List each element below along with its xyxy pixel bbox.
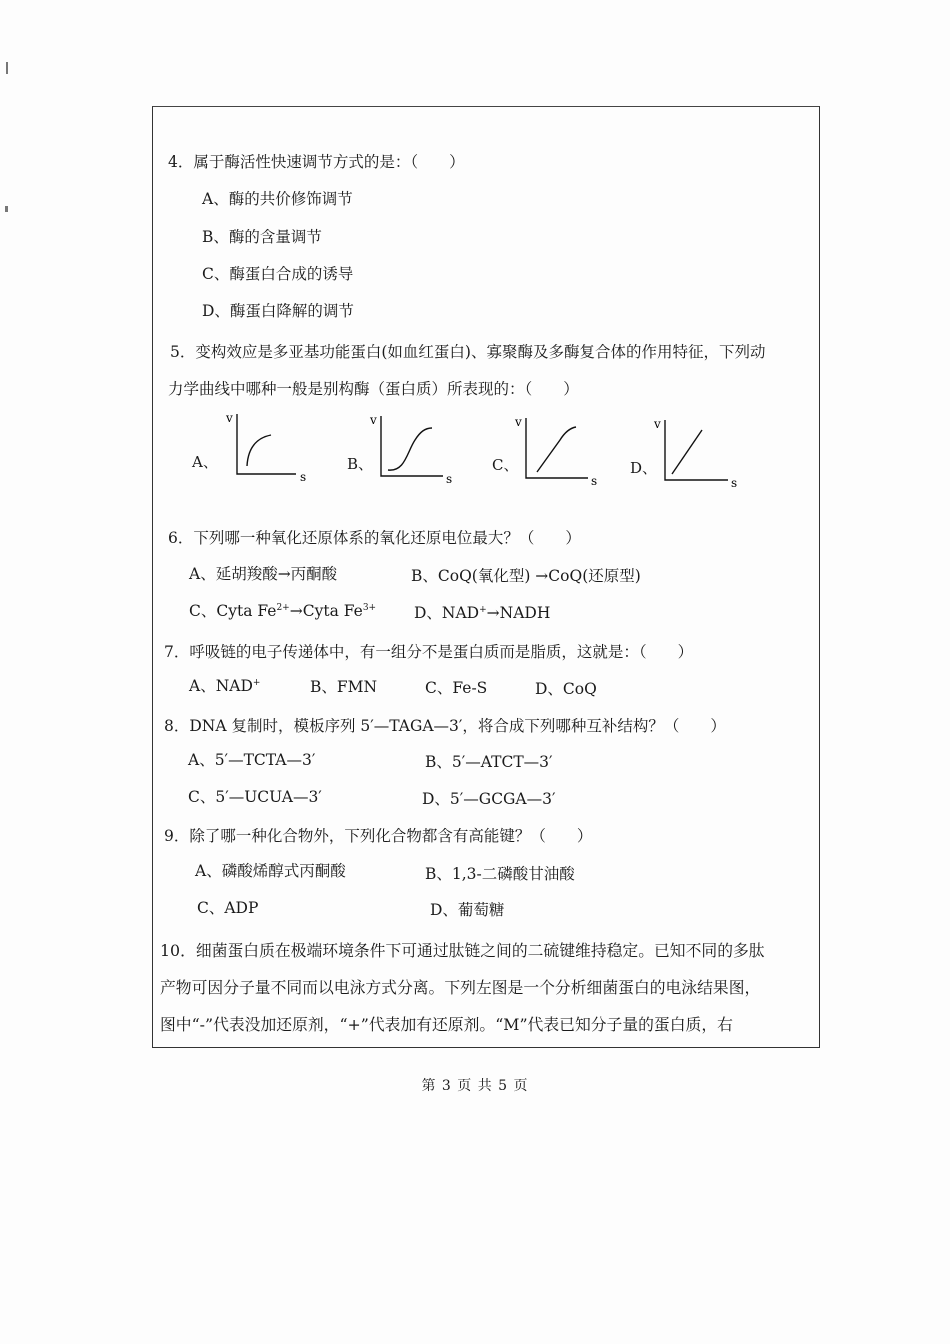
- q5-option-b-label: B、: [347, 455, 374, 473]
- q10-line3: 图中“-”代表没加还原剂，“+”代表加有还原剂。“M”代表已知分子量的蛋白质，右: [160, 1015, 733, 1034]
- axis-v-label: v: [226, 411, 233, 425]
- q8-stem: 8．DNA 复制时，模板序列 5′—TAGA—3′，将合成下列哪种互补结构？（ ）: [164, 717, 726, 735]
- q5-graph-b: [365, 410, 460, 490]
- axis-v-label: v: [515, 415, 522, 429]
- axis-v-label: v: [370, 413, 377, 427]
- q7-option-c: C、Fe-S: [425, 679, 488, 697]
- q5-option-a-label: A、: [192, 453, 218, 471]
- q6-option-b: B、CoQ(氧化型) →CoQ(还原型): [411, 567, 641, 585]
- q8-option-b: B、5′—ATCT—3′: [425, 753, 553, 771]
- q10-line2: 产物可因分子量不同而以电泳方式分离。下列左图是一个分析细菌蛋白的电泳结果图，: [160, 978, 761, 997]
- q10-line1: 10．细菌蛋白质在极端环境条件下可通过肽链之间的二硫键维持稳定。已知不同的多肽: [160, 941, 765, 960]
- q4-option-c: C、酶蛋白合成的诱导: [202, 265, 354, 283]
- q7-option-b: B、FMN: [310, 678, 378, 696]
- q9-option-b: B、1,3-二磷酸甘油酸: [425, 865, 575, 883]
- q9-option-a: A、磷酸烯醇式丙酮酸: [195, 862, 346, 880]
- axis-s-label: s: [300, 470, 307, 484]
- q5-graph-a: [222, 408, 312, 488]
- axis-s-label: s: [731, 476, 738, 490]
- q7-stem: 7．呼吸链的电子传递体中，有一组分不是蛋白质而是脂质，这就是：（ ）: [164, 643, 694, 661]
- q6-option-c: C、Cyta $Fe^{2+}\to Cyta$ $Fe^{3+}$: [189, 602, 377, 620]
- axis-s-label: s: [446, 472, 453, 486]
- q5-option-c-label: C、: [492, 456, 519, 474]
- curve-linear: [672, 430, 702, 474]
- q9-stem: 9．除了哪一种化合物外，下列化合物都含有高能键？（ ）: [164, 827, 593, 845]
- q4-option-d: D、酶蛋白降解的调节: [202, 302, 354, 320]
- q4-option-a: A、酶的共价修饰调节: [202, 190, 353, 208]
- page-footer: 第 3 页 共 5 页: [421, 1078, 529, 1094]
- q8-option-c: C、5′—UCUA—3′: [188, 788, 322, 806]
- scan-mark: [6, 62, 8, 74]
- q5-graph-d: [650, 414, 745, 494]
- curve-saturating: [537, 427, 576, 472]
- q6-option-a: A、延胡羧酸→丙酮酸: [189, 565, 338, 583]
- q4-option-b: B、酶的含量调节: [202, 228, 322, 246]
- q9-option-d: D、葡萄糖: [430, 901, 505, 919]
- q9-option-c: C、ADP: [197, 899, 259, 917]
- q5-stem-line1: 5．变构效应是多亚基功能蛋白(如血红蛋白)、寡聚酶及多酶复合体的作用特征，下列动: [170, 343, 766, 361]
- axis-v-label: v: [654, 417, 661, 431]
- q8-option-d: D、5′—GCGA—3′: [422, 790, 556, 808]
- curve-sigmoid: [388, 428, 432, 470]
- axis-s-label: s: [591, 474, 598, 488]
- q5-option-d-label: D、: [630, 459, 658, 477]
- q5-graph-c: [510, 412, 605, 492]
- axes: [526, 418, 588, 478]
- q6-option-d: D、NAD+→NADH: [414, 604, 551, 622]
- q6-stem: 6．下列哪一种氧化还原体系的氧化还原电位最大？（ ）: [168, 529, 581, 547]
- q5-stem-line2: 力学曲线中哪种一般是别构酶（蛋白质）所表现的：（ ）: [168, 380, 579, 398]
- axes: [237, 414, 296, 474]
- q7-option-d: D、CoQ: [535, 680, 597, 698]
- scan-mark: [5, 206, 8, 212]
- q7-option-a: A、NAD+: [189, 677, 261, 695]
- q4-stem: 4．属于酶活性快速调节方式的是：（ ）: [168, 153, 465, 171]
- q8-option-a: A、5′—TCTA—3′: [188, 751, 316, 769]
- curve-hyperbolic: [247, 435, 271, 466]
